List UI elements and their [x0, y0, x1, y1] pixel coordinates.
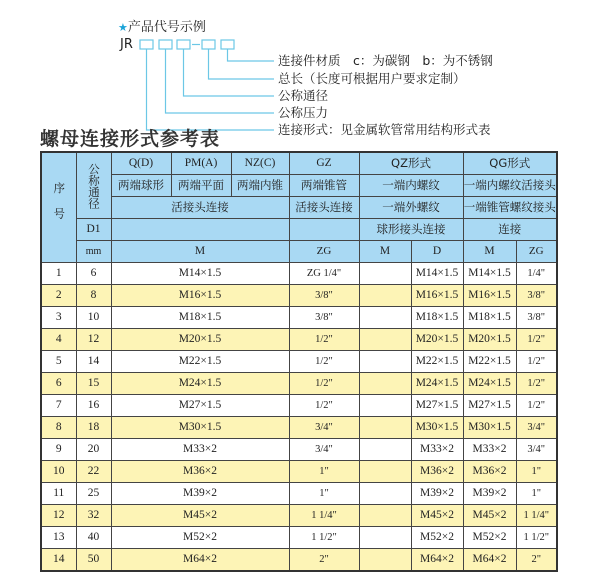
d1-cell: 15 — [76, 373, 111, 395]
seq-cell: 11 — [41, 483, 76, 505]
qz-m-cell — [359, 263, 411, 285]
label-length: 总长（长度可根据用户要求定制） — [278, 71, 466, 86]
table-row — [41, 461, 557, 483]
d1-cell: 50 — [76, 549, 111, 572]
qz-m-cell — [359, 549, 411, 572]
table-row — [41, 351, 557, 373]
seq-cell: 3 — [41, 307, 76, 329]
table-row — [41, 329, 557, 351]
qz-d-cell: M36×2 — [411, 461, 463, 483]
qg-m-cell: M14×1.5 — [463, 263, 516, 285]
qg-m-cell: M64×2 — [463, 549, 516, 572]
qg-m-cell: M20×1.5 — [463, 329, 516, 351]
qg-zg-cell: 3/8" — [516, 285, 557, 307]
qg-zg-cell: 1 1/4" — [516, 505, 557, 527]
seq-cell: 8 — [41, 417, 76, 439]
qg-m-cell: M52×2 — [463, 527, 516, 549]
qg-zg-cell: 1" — [516, 483, 557, 505]
qz-m-cell — [359, 329, 411, 351]
code-box-4 — [202, 40, 215, 49]
qz-m-cell — [359, 395, 411, 417]
d1-cell: 12 — [76, 329, 111, 351]
header-nz: NZ(C) — [231, 152, 289, 175]
table-title: 螺母连接形式参考表 — [40, 128, 221, 150]
header-union-1: 活接头连接 — [111, 197, 289, 219]
header-ball-joint: 球形接头连接 — [359, 219, 463, 241]
qz-m-cell — [359, 505, 411, 527]
qz-d-cell: M27×1.5 — [411, 395, 463, 417]
header-blank — [111, 219, 289, 241]
table-row — [41, 527, 557, 549]
table-row — [41, 285, 557, 307]
qz-d-cell: M18×1.5 — [411, 307, 463, 329]
label-material: 连接件材质 c：为碳钢 b：为不锈钢 — [278, 53, 493, 68]
connector-line-3 — [184, 49, 275, 96]
header-inner-cone: 两端内锥 — [231, 175, 289, 197]
seq-cell: 1 — [41, 263, 76, 285]
d1-cell: 20 — [76, 439, 111, 461]
d1-cell: 16 — [76, 395, 111, 417]
qg-zg-cell: 2" — [516, 549, 557, 572]
m-cell: M20×1.5 — [111, 329, 289, 351]
seq-cell: 14 — [41, 549, 76, 572]
label-nominal-diameter: 公称通径 — [278, 88, 329, 103]
seq-cell: 13 — [41, 527, 76, 549]
qz-d-cell: M14×1.5 — [411, 263, 463, 285]
header-connection: 连接 — [463, 219, 557, 241]
m-cell: M39×2 — [111, 483, 289, 505]
seq-cell: 4 — [41, 329, 76, 351]
code-box-5 — [221, 40, 234, 49]
qz-d-cell: M64×2 — [411, 549, 463, 572]
d1-cell: 8 — [76, 285, 111, 307]
connector-line-2 — [209, 49, 275, 79]
qz-d-cell: M52×2 — [411, 527, 463, 549]
table-row — [41, 307, 557, 329]
qz-m-cell — [359, 307, 411, 329]
qz-d-cell: M45×2 — [411, 505, 463, 527]
d1-cell: 32 — [76, 505, 111, 527]
qz-d-cell: M30×1.5 — [411, 417, 463, 439]
connector-line-4 — [166, 49, 275, 113]
m-cell: M18×1.5 — [111, 307, 289, 329]
header-qd: Q(D) — [111, 152, 171, 175]
qg-m-cell: M16×1.5 — [463, 285, 516, 307]
qz-m-cell — [359, 483, 411, 505]
qz-d-cell: M22×1.5 — [411, 351, 463, 373]
header-m: M — [111, 241, 289, 263]
qg-m-cell: M22×1.5 — [463, 351, 516, 373]
zg-cell: 1/2" — [289, 351, 359, 373]
zg-cell: 3/8" — [289, 285, 359, 307]
zg-cell: 3/4" — [289, 439, 359, 461]
header-nominal: 公称通径 — [76, 152, 111, 219]
zg-cell: 3/4" — [289, 417, 359, 439]
m-cell: M16×1.5 — [111, 285, 289, 307]
header-qg-zg: ZG — [516, 241, 557, 263]
zg-cell: 1 1/2" — [289, 527, 359, 549]
zg-cell: 1/2" — [289, 373, 359, 395]
header-zg: ZG — [289, 241, 359, 263]
header-qz-m: M — [359, 241, 411, 263]
zg-cell: 3/8" — [289, 307, 359, 329]
zg-cell: 1" — [289, 461, 359, 483]
zg-cell: ZG 1/4" — [289, 263, 359, 285]
header-gz: GZ — [289, 152, 359, 175]
zg-cell: 1" — [289, 483, 359, 505]
m-cell: M30×1.5 — [111, 417, 289, 439]
seq-cell: 12 — [41, 505, 76, 527]
qz-m-cell — [359, 461, 411, 483]
d1-cell: 18 — [76, 417, 111, 439]
m-cell: M22×1.5 — [111, 351, 289, 373]
table-row — [41, 263, 557, 285]
qz-d-cell: M39×2 — [411, 483, 463, 505]
header-qz: QZ形式 — [359, 152, 463, 175]
qg-m-cell: M30×1.5 — [463, 417, 516, 439]
qg-m-cell: M45×2 — [463, 505, 516, 527]
qg-zg-cell: 1/2" — [516, 395, 557, 417]
nut-connection-table — [40, 151, 558, 572]
header-taper-pipe: 两端锥管 — [289, 175, 359, 197]
qg-m-cell: M39×2 — [463, 483, 516, 505]
label-connection-form: 连接形式：见金属软管常用结构形式表 — [278, 122, 491, 137]
star-icon: ★ — [118, 21, 128, 34]
header-qg-m: M — [463, 241, 516, 263]
qg-m-cell: M27×1.5 — [463, 395, 516, 417]
header-union-2: 活接头连接 — [289, 197, 359, 219]
zg-cell: 2" — [289, 549, 359, 572]
qz-m-cell — [359, 351, 411, 373]
qz-m-cell — [359, 527, 411, 549]
seq-cell: 6 — [41, 373, 76, 395]
qg-zg-cell: 1 1/2" — [516, 527, 557, 549]
qg-zg-cell: 3/4" — [516, 417, 557, 439]
seq-cell: 7 — [41, 395, 76, 417]
qz-d-cell: M20×1.5 — [411, 329, 463, 351]
code-prefix: JR — [120, 37, 133, 52]
m-cell: M45×2 — [111, 505, 289, 527]
m-cell: M14×1.5 — [111, 263, 289, 285]
m-cell: M33×2 — [111, 439, 289, 461]
qg-m-cell: M36×2 — [463, 461, 516, 483]
m-cell: M52×2 — [111, 527, 289, 549]
code-box-1 — [140, 40, 153, 49]
header-seq: 序号 — [41, 152, 76, 263]
table-row — [41, 417, 557, 439]
qg-zg-cell: 1/4" — [516, 263, 557, 285]
table-row — [41, 439, 557, 461]
qz-d-cell: M33×2 — [411, 439, 463, 461]
header-outer-thread: 一端外螺纹 — [359, 197, 463, 219]
d1-cell: 25 — [76, 483, 111, 505]
header-inner-thread: 一端内螺纹 — [359, 175, 463, 197]
qg-m-cell: M24×1.5 — [463, 373, 516, 395]
table-row — [41, 505, 557, 527]
qg-zg-cell: 1" — [516, 461, 557, 483]
d1-cell: 40 — [76, 527, 111, 549]
d1-cell: 10 — [76, 307, 111, 329]
header-qg: QG形式 — [463, 152, 557, 175]
m-cell: M36×2 — [111, 461, 289, 483]
label-nominal-pressure: 公称压力 — [278, 105, 329, 120]
seq-cell: 5 — [41, 351, 76, 373]
header-ball: 两端球形 — [111, 175, 171, 197]
example-title-text: 产品代号示例 — [127, 20, 206, 35]
qg-m-cell: M33×2 — [463, 439, 516, 461]
d1-cell: 14 — [76, 351, 111, 373]
table-row — [41, 549, 557, 572]
qg-m-cell: M18×1.5 — [463, 307, 516, 329]
header-qz-d: D — [411, 241, 463, 263]
qz-m-cell — [359, 373, 411, 395]
header-mm: mm — [76, 241, 111, 263]
m-cell: M64×2 — [111, 549, 289, 572]
seq-cell: 2 — [41, 285, 76, 307]
seq-cell: 10 — [41, 461, 76, 483]
d1-cell: 22 — [76, 461, 111, 483]
qg-zg-cell: 3/8" — [516, 307, 557, 329]
m-cell: M24×1.5 — [111, 373, 289, 395]
header-flat: 两端平面 — [171, 175, 231, 197]
m-cell: M27×1.5 — [111, 395, 289, 417]
qz-d-cell: M24×1.5 — [411, 373, 463, 395]
header-pm: PM(A) — [171, 152, 231, 175]
header-d1: D1 — [76, 219, 111, 241]
table-row — [41, 483, 557, 505]
connector-line-1 — [228, 49, 275, 61]
seq-cell: 9 — [41, 439, 76, 461]
qz-m-cell — [359, 417, 411, 439]
code-box-2 — [159, 40, 172, 49]
qg-zg-cell: 3/4" — [516, 439, 557, 461]
table-row — [41, 395, 557, 417]
qz-m-cell — [359, 285, 411, 307]
header-blank — [289, 219, 359, 241]
header-inner-thread-union: 一端内螺纹活接头 — [463, 175, 557, 197]
table-row — [41, 373, 557, 395]
zg-cell: 1/2" — [289, 395, 359, 417]
qg-zg-cell: 1/2" — [516, 373, 557, 395]
qz-d-cell: M16×1.5 — [411, 285, 463, 307]
qz-m-cell — [359, 439, 411, 461]
d1-cell: 6 — [76, 263, 111, 285]
qg-zg-cell: 1/2" — [516, 329, 557, 351]
zg-cell: 1/2" — [289, 329, 359, 351]
qg-zg-cell: 1/2" — [516, 351, 557, 373]
code-box-3 — [177, 40, 190, 49]
zg-cell: 1 1/4" — [289, 505, 359, 527]
header-taper-thread-joint: 一端锥管螺纹接头 — [463, 197, 557, 219]
